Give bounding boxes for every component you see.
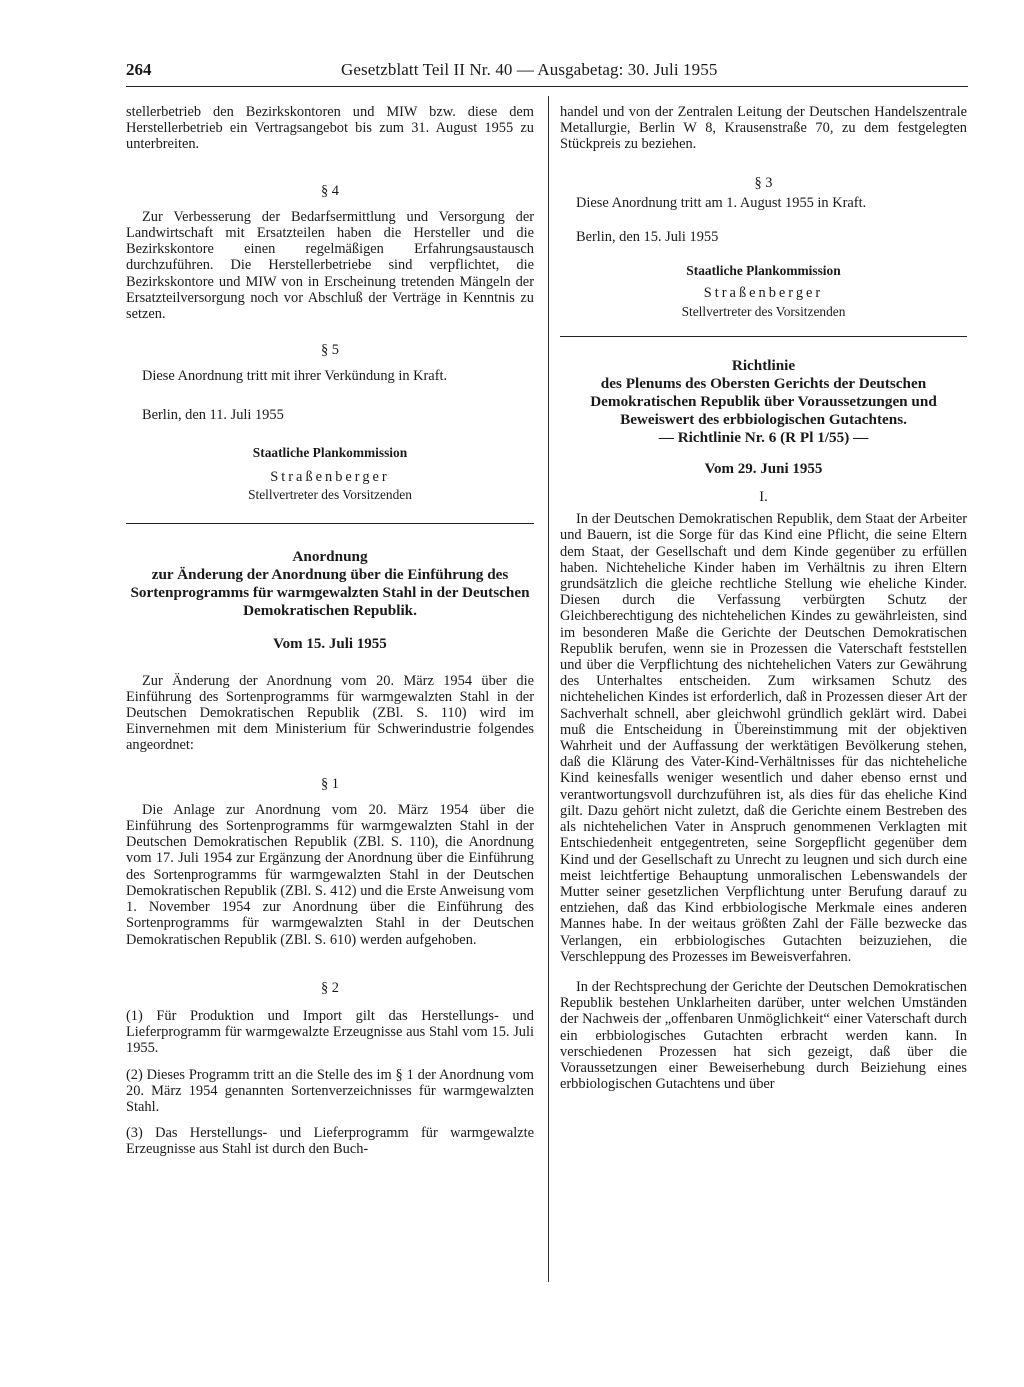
signature-role: Stellvertreter des Vorsitzenden xyxy=(681,303,846,319)
section-3-heading: § 3 xyxy=(754,174,773,191)
section-1-text: Die Anlage zur Anordnung vom 20. März 1954 über die Einführung des Sortenprogramms für warmgewalzten Stahl in der Deutschen Demokratischen Republik (ZBl. S. 110), die Anordnung vom 17. Juli 1954 zur Ergänzung der Anordnung über die Einführung des Sortenprogramms für warmgewalzten Stahl in der Deutschen Demokratischen Republik (ZBl. S. 412) und die Erste Anweisung vom 1. November 1954 zur Anordnung über die Einführung des Sortenprogramms für warmgewalzten Stahl in der Deutschen Demokratischen Republik (ZBl. S. 610) werden aufgehoben. xyxy=(126,801,534,948)
section-2-paragraph-1: (1) Für Produktion und Import gilt das Herstellungs- und Lieferprogramm für warmgewalzte Erzeugnisse aus Stahl vom 15. Juli 1955. xyxy=(126,1007,534,1057)
anordnung-preamble: Zur Änderung der Anordnung vom 20. März 1954 über die Einführung des Sortenprogramms für warmgewalzten Stahl in der Deutschen Demokratischen Republik (ZBl. S. 110) wird im Einvernehmen mit dem Ministerium für Schwerindustrie folgendes angeordnet: xyxy=(126,672,534,754)
right-intro-text: handel und von der Zentralen Leitung der Deutschen Handelszentrale Metallurgie, Berlin W 8, Krausenstraße 70, zu dem festgelegten Stückpreis zu beziehen. xyxy=(560,104,967,153)
section-4-text: Zur Verbesserung der Bedarfsermittlung und Versorgung der Landwirtschaft mit Ersatzteilen haben die Hersteller und die Bezirkskontore einen regelmäßigen Erfahrungsaustausch durchzuführen. Die Herstellerbetriebe sind verpflichtet, die Bezirkskontore und MIW von in Erscheinung tretenden Mängeln der Ersatzteilversorgung noch vor Abschluß der Verträge in Kenntnis zu setzen. xyxy=(126,208,534,323)
richtlinie-paragraph-2: In der Rechtsprechung der Gerichte der Deutschen Demokratischen Republik bestehen Unklarheiten darüber, unter welchen Umständen der Nachweis der „offenbaren Unmöglichkeit“ einer Vaterschaft durch ein erbbiologisches Gutachten erbracht werden kann. In verschiedenen Prozessen hat sich gezeigt, daß über die Voraussetzungen einer Beweiserhebung durch Beiziehung eines erbbiologischen Gutachtens und über xyxy=(560,978,967,1093)
page-number: 264 xyxy=(126,60,152,79)
section-5-heading: § 5 xyxy=(321,342,339,359)
richtlinie-title-rest: des Plenums des Obersten Gerichts der Deutschen Demokratischen Republik über Voraussetzungen und Beweiswert des erbbiologischen Gutachtens. xyxy=(590,374,937,428)
anordnung-title xyxy=(126,548,534,620)
richtlinie-paragraph-1: In der Deutschen Demokratischen Republik, dem Staat der Arbeiter und Bauern, ist die Sorge für das Kind eine Pflicht, die seine Eltern dem Staat, der Gesellschaft und dem Kinde gegenüber zu erfüllen haben. Nichteheliche Kinder haben im Verhältnis zu ihren Eltern grundsätzlich die gleiche rechtliche Stellung wie eheliche Kinder. Diesen durch die Verfassung verbürgten Schutz der Gleichberechtigung des nichtehelichen Kindes zu gewährleisten, sind im besonderen Maße die Gerichte der Deutschen Demokratischen Republik berufen, wenn sie in Prozessen die Vaterschaft feststellen und über die Verpflichtung des nichtehelichen Vaters zur Gewährung des Unterhaltes entscheiden. Zum wirksamen Schutz des nichtehelichen Kindes ist erforderlich, daß in Prozessen dieser Art der Sachverhalt schnell, aber gleichwohl gründlich geklärt wird. Dabei muß die Entscheidung in Übereinstimmung mit der objektiven Wahrheit und der Auffassung der werktätigen Bevölkerung stehen, daß die Klärung des Vater-Kind-Verhältnisses für das nichteheliche Kind keinesfalls weniger wesentlich und daher ebenso ernst und verantwortungsvoll durchzuführen ist, als dies für das eheliche Kind gilt. Dazu gehört nicht zuletzt, daß die Gerichte einem Bestreben des als nichtehelichen Vater in Anspruch genommenen Verklagten mit Entschiedenheit entgegentreten, seine Sorgepflicht gegenüber dem Kind und der Gesellschaft zu Unrecht zu leugnen und sich durch eine meist leichtfertige Behauptung unmoralischen Lebenswandels der Mutter seiner gesetzlichen Verpflichtung unter Berufung darauf zu entziehen, daß das Kind erbbiologische Merkmale eines anderen Mannes habe. In der weitaus größten Zahl der Fälle bezwecke das Verlangen, ein erbbiologisches Gutachten beizuziehen, die Verschleppung des Prozesses im Beweisverfahren. xyxy=(560,511,967,965)
running-head: Gesetzblatt Teil II Nr. 40 — Ausgabetag: 30. Juli 1955 xyxy=(341,60,718,79)
section-5-text: Diese Anordnung tritt mit ihrer Verkündung in Kraft. xyxy=(142,368,448,385)
right-column xyxy=(560,104,967,1092)
section-2-heading: § 2 xyxy=(321,979,339,996)
signature-org: Staatliche Plankommission xyxy=(686,263,841,279)
left-intro-text: stellerbetrieb den Bezirkskontoren und MIW bzw. diese dem Herstellerbetrieb ein Vertragsangebot bis zum 31. August 1955 zu unterbreiten. xyxy=(126,104,534,153)
richtlinie-title-line1: Richtlinie xyxy=(731,356,796,374)
place-date: Berlin, den 11. Juli 1955 xyxy=(142,406,284,423)
signature-org: Staatliche Plankommission xyxy=(252,444,408,460)
signature-name: Straßenberger xyxy=(270,469,390,486)
section-3-text: Diese Anordnung tritt am 1. August 1955 in Kraft. xyxy=(576,194,867,211)
section-1-heading: § 1 xyxy=(321,775,339,792)
richtlinie-title xyxy=(560,357,967,447)
section-2-paragraph-2: (2) Dieses Programm tritt an die Stelle des im § 1 der Anordnung vom 20. März 1954 genannten Sortenverzeichnisses für warmgewalzten Stahl. xyxy=(126,1066,534,1115)
signature-role: Stellvertreter des Vorsitzenden xyxy=(248,487,412,503)
header-rule xyxy=(126,86,968,87)
richtlinie-number: — Richtlinie Nr. 6 (R Pl 1/55) — xyxy=(658,428,869,446)
section-2-paragraph-3: (3) Das Herstellungs- und Lieferprogramm für warmgewalzte Erzeugnisse aus Stahl ist durch den Buch- xyxy=(126,1125,534,1158)
richtlinie-date: Vom 29. Juni 1955 xyxy=(704,460,823,477)
column-divider xyxy=(548,96,549,1282)
part-heading: I. xyxy=(759,489,768,506)
section-4-heading: § 4 xyxy=(321,182,339,199)
signature-name: Straßenberger xyxy=(703,285,824,302)
anordnung-title-line1: Anordnung xyxy=(292,548,368,566)
left-column xyxy=(126,104,534,1158)
anordnung-title-rest: zur Änderung der Anordnung über die Einführung des Sortenprogramms für warmgewalzten Stahl in der Deutschen Demokratischen Republik. xyxy=(130,566,530,620)
place-date: Berlin, den 15. Juli 1955 xyxy=(576,229,719,246)
anordnung-date: Vom 15. Juli 1955 xyxy=(273,636,387,653)
